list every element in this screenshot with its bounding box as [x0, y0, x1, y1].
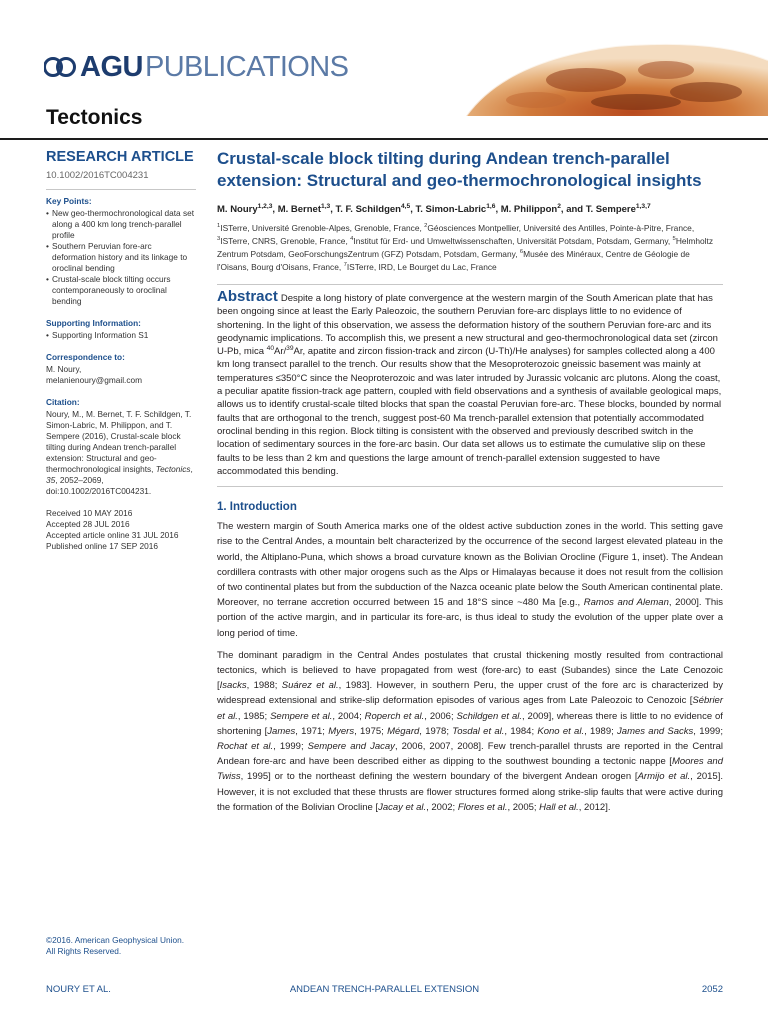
correspondence-email[interactable]: melanienoury@gmail.com: [46, 375, 143, 385]
author[interactable]: T. F. Schildgen$^{4,5}$: [335, 202, 411, 215]
footer-running-title: ANDEAN TRENCH-PARALLEL EXTENSION: [289, 984, 480, 995]
article-sidebar: [46, 148, 196, 563]
body-paragraph: The western margin of South America marks one of the oldest active subduction zones in the world. This setting gave rise to the Central Andes, a mountain belt characterized by the occurrence of the second largest elevated plateau in the world, the Altiplano-Puna, which shows a broad curvature known as the Bolivian Orocline (Figure 1, inset). The Andean cordillera contrasts with other major orogens such as the Alps or Himalayas because it does not result from the collision of two continental plates but from the subduction of the Nazca oceanic plate below the South American continental plate. Moreover, no terrane accretion occurred between 15 and 18°S since ~480 Ma [e.g., Ramos and Aleman, 2000]. This portion of the active margin, and in particular its fore-arc, is thus ideal to study the evolution of the upper plate over a long period of time.: [217, 521, 723, 639]
citation-heading: Citation:: [46, 397, 80, 407]
article-title: Crustal-scale block tilting during Andean trench-parallel extension: Structural and geo-thermochronological insights: [217, 149, 702, 190]
key-points: [46, 196, 196, 307]
key-point-item: • Southern Peruvian fore-arc deformation history and its linkage to oroclinal bending: [46, 241, 196, 274]
article-main: [217, 148, 723, 822]
author[interactable]: M. Bernet$^{1,3}$: [277, 202, 331, 215]
abstract-text: Abstract Despite a long history of plate convergence at the western margin of the South American plate that has been ongoing since at least the Early Paleozoic, the southern Peruvian fore-arc displays little to no evidence of shortening. In the light of this observation, we assess the deformation history of the southern Peruvian fore-arc and its geodynamic implications. To accomplish this, we present a new structural and geo-thermochronological data set (zircon U-Pb, mica $^{40}$Ar/$^{39}$Ar, apatite and zircon fission-track and zircon (U-Th)/He analyses) for samples collected along a 400 km long transect parallel to the trench. Our results show that the Mesoproterozoic gneissic basement was mainly at temperatures ≤350°C since the Neoproterozoic and was later intruded by Jurassic volcanic arc plutons. Along the coast, a peculiar apatite fission-track age pattern, coupled with field observations and a synthesis of available geological maps, allows us to identify crustal-scale tilted blocks that span the coastal Peruvian fore-arc. These blocks, bounded by normal faults that are orthogonal to the trench, suggest post-60 Ma trench-parallel extension that potentially accommodated oroclinal bending in this region. Block tilting is consistent with the observed and previously described switch in the location of sedimentary sources in the fore-arc basin. Our data set allows us to estimate the cumulative slip on these faults to be less than 2 km and questions the large amount of trench-parallel extension suggested to have accommodated this bending.: [217, 288, 722, 477]
date-published: Published online 17 SEP 2016: [46, 541, 158, 551]
supporting-heading: Supporting Information:: [46, 318, 141, 328]
planet-surface-image: [466, 30, 768, 116]
logo-publications-text: PUBLICATIONS: [144, 50, 349, 83]
supporting-information: [46, 318, 196, 341]
header-rule: [0, 138, 768, 140]
author-list: M. Noury$^{1,2,3}$, M. Bernet$^{1,3}$, T. F. Schildgen$^{4,5}$, T. Simon-Labric$^{1,6}$, M. Philippon$^2$, and T. Sempere$^{1,3,7}$: [217, 202, 651, 215]
abstract-section: [217, 284, 723, 487]
author[interactable]: M. Philippon$^2$: [500, 202, 561, 215]
citation-text: Noury, M., M. Bernet, T. F. Schildgen, T. Simon-Labric, M. Philippon, and T. Sempere (2016), Crustal-scale block tilting during Andean trench-parallel extension: Structural and geo-thermochronological insights, Tectonics, 35, 2052–2069, doi:10.1002/2016TC004231.: [46, 409, 193, 496]
abstract-heading: Abstract: [217, 288, 278, 305]
date-received: Received 10 MAY 2016: [46, 508, 133, 518]
date-accepted: Accepted 28 JUL 2016: [46, 519, 130, 529]
citation: [46, 397, 196, 497]
affiliations: $^1$ISTerre, Université Grenoble-Alpes, Grenoble, France, $^2$Géosciences Montpellier, Université des Antilles, Pointe-à-Pitre, France, $^3$ISTerre, CNRS, Grenoble, France, $^4$Institut für Erd- und Umweltwissenschaften, Universität Potsdam, Potsdam, Germany, $^5$Helmholtz Zentrum Potsdam, GeoForschungsZentrum (GFZ) Potsdam, Potsdam, Germany, $^6$Musée des Minéraux, Centre de Géologie de l'Oisans, Bourg d'Oisans, France, $^7$ISTerre, IRD, Le Bourget du Lac, France: [217, 223, 714, 272]
author[interactable]: T. Simon-Labric$^{1,6}$: [415, 202, 496, 215]
sidebar-doi[interactable]: 10.1002/2016TC004231: [46, 170, 149, 181]
logo-agu-text: AGU: [80, 50, 143, 83]
article-type: RESEARCH ARTICLE: [46, 149, 194, 165]
correspondence-heading: Correspondence to:: [46, 352, 125, 362]
journal-title: Tectonics: [46, 106, 143, 129]
sidebar-divider: [46, 189, 196, 190]
correspondence-name: M. Noury,: [46, 364, 82, 374]
footer-page-number: 2052: [701, 984, 723, 995]
footer-authors: NOURY ET AL.: [46, 984, 111, 995]
key-point-item: • Crustal-scale block tilting occurs contemporaneously to oroclinal bending: [46, 274, 196, 307]
key-point-item: • New geo-thermochronological data set along a 400 km long trench-parallel profile: [46, 208, 196, 241]
agu-publications-logo: [44, 50, 348, 84]
date-accepted-online: Accepted article online 31 JUL 2016: [46, 530, 179, 540]
article-dates: [46, 508, 196, 552]
key-points-heading: Key Points:: [46, 196, 92, 206]
agu-globe-icon: [44, 52, 78, 82]
author[interactable]: M. Noury$^{1,2,3}$: [217, 202, 273, 215]
author[interactable]: T. Sempere$^{1,3,7}$: [585, 202, 651, 215]
correspondence: [46, 352, 196, 386]
section-heading-introduction: 1. Introduction: [217, 501, 297, 514]
supporting-item[interactable]: • Supporting Information S1: [46, 330, 196, 341]
body-paragraph: The dominant paradigm in the Central Andes postulates that crustal thickening mostly resulted from contractional tectonics, which is believed to have propagated from west (fore-arc) to east (Subandes) since the Late Cenozoic [Isacks, 1988; Suárez et al., 1983]. However, in southern Peru, the upper crust of the fore arc is characterized by widespread extensional and strike-slip deformation episodes of various ages from Late Paleozoic to Cenozoic [Sébrier et al., 1985; Sempere et al., 2004; Roperch et al., 2006; Schildgen et al., 2009], whereas there is little to no evidence of shortening [James, 1971; Myers, 1975; Mégard, 1978; Tosdal et al., 1984; Kono et al., 1989; James and Sacks, 1999; Rochat et al., 1999; Sempere and Jacay, 2006, 2007, 2008]. Few trench-parallel thrusts are reported in the Central Andean fore-arc and have been described either as dipping to the southwest bounding a tectonic nappe [Moores and Twiss, 1995] or to the northeast defining the western boundary of the bivergent Andean orogen [Armijo et al., 2015]. However, it is not excluded that these thrusts are flower structures formed along strike-slip faults that were active during the formation of the Bolivian Orocline [Jacay et al., 2002; Flores et al., 2005; Hall et al., 2012].: [217, 649, 723, 813]
copyright-notice: ©2016. American Geophysical Union. All Rights Reserved.: [46, 935, 185, 956]
